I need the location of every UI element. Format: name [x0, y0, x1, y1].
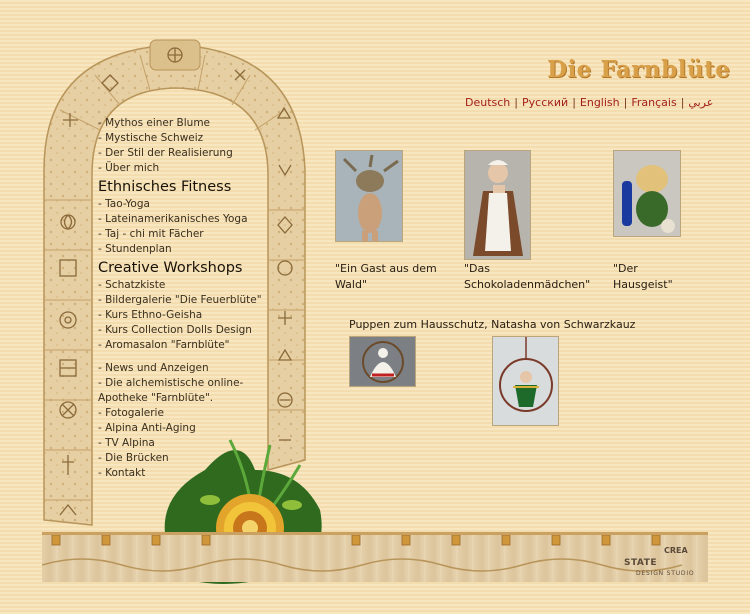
studio-logo[interactable]: STATE: [624, 558, 657, 568]
menu-item-aromasalon[interactable]: - Aromasalon "Farnblüte": [98, 339, 230, 351]
menu-item-stil[interactable]: - Der Stil der Realisierung: [98, 147, 233, 159]
green-guard-doll-icon: [493, 337, 559, 426]
pendant-ornament-icon: [42, 535, 708, 585]
lang-russian[interactable]: Русский: [522, 96, 569, 109]
menu-item-stundenplan[interactable]: - Stundenplan: [98, 243, 172, 255]
doll-caption-forest-guest: "Ein Gast aus dem Wald": [335, 262, 437, 291]
guard-dolls-heading: Puppen zum Hausschutz, Natasha von Schwarzkauz: [349, 318, 636, 331]
menu-item-tao-yoga[interactable]: - Tao-Yoga: [98, 198, 150, 210]
lang-separator: |: [623, 96, 628, 109]
menu-item-ueber-mich[interactable]: - Über mich: [98, 162, 160, 174]
menu-item-bildergalerie[interactable]: - Bildergalerie "Die Feuerblüte": [98, 294, 262, 306]
menu-item-lateinamerikanisches-yoga[interactable]: - Lateinamerikanisches Yoga: [98, 213, 248, 225]
menu-item-schatzkiste[interactable]: - Schatzkiste: [98, 279, 166, 291]
lang-separator: |: [514, 96, 518, 109]
doll-caption-chocolate-girl: "Das Schokoladenmädchen": [464, 262, 591, 291]
doll-photo-forest-guest[interactable]: [335, 150, 403, 242]
site-title[interactable]: Die Farnblüte: [547, 56, 731, 83]
forest-creature-doll-icon: [336, 151, 403, 242]
ornamental-footer-band: [42, 532, 708, 582]
lang-french[interactable]: Français: [631, 96, 677, 109]
lang-separator: |: [572, 96, 576, 109]
chocolate-girl-doll-icon: [465, 151, 531, 260]
lang-deutsch[interactable]: Deutsch: [465, 96, 511, 109]
menu-item-news[interactable]: - News und Anzeigen: [98, 362, 209, 374]
guard-doll-photo-white[interactable]: [349, 336, 416, 387]
menu-item-apotheke[interactable]: - Die alchemistische online-Apotheke "Farnblüte".: [98, 377, 244, 404]
lang-english[interactable]: English: [579, 96, 620, 109]
menu-spacer: [98, 353, 268, 361]
studio-logo-top[interactable]: CREA: [664, 546, 688, 555]
menu-item-fotogalerie[interactable]: - Fotogalerie: [98, 407, 164, 419]
doll-photo-house-spirit[interactable]: [613, 150, 681, 237]
menu-item-bruecken[interactable]: - Die Brücken: [98, 452, 169, 464]
menu-item-mystische-schweiz[interactable]: - Mystische Schweiz: [98, 132, 204, 144]
house-spirit-doll-icon: [614, 151, 681, 237]
menu-item-mythos[interactable]: - Mythos einer Blume: [98, 117, 211, 129]
menu-item-tv-alpina[interactable]: - TV Alpina: [98, 437, 155, 449]
menu-item-ethno-geisha[interactable]: - Kurs Ethno-Geisha: [98, 309, 203, 321]
language-selector: [465, 96, 713, 109]
lang-separator: |: [680, 96, 685, 109]
doll-caption-house-spirit: "Der Hausgeist": [613, 262, 673, 291]
menu-heading-workshops[interactable]: Creative Workshops: [98, 260, 243, 276]
menu-item-taj-chi[interactable]: - Taj - chi mit Fächer: [98, 228, 204, 240]
guard-doll-photo-green[interactable]: [492, 336, 559, 426]
menu-item-dolls-design[interactable]: - Kurs Collection Dolls Design: [98, 324, 252, 336]
studio-logo-subtitle: DESIGN STUDIO: [636, 570, 695, 577]
menu-heading-fitness[interactable]: Ethnisches Fitness: [98, 179, 232, 195]
menu-item-anti-aging[interactable]: - Alpina Anti-Aging: [98, 422, 196, 434]
menu-item-kontakt[interactable]: - Kontakt: [98, 467, 146, 479]
main-menu: [98, 116, 268, 481]
lang-arabic[interactable]: عربي: [688, 96, 714, 109]
doll-photo-chocolate-girl[interactable]: [464, 150, 531, 260]
white-guard-doll-icon: [350, 337, 416, 387]
